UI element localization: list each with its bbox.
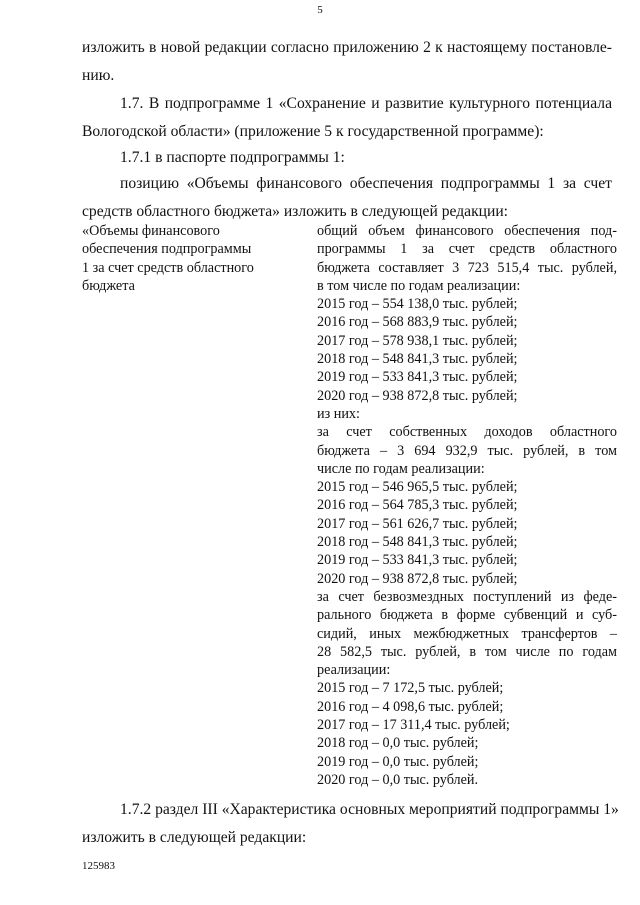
text-line: позицию «Объемы финансового обеспечения подпрограммы 1 за счет bbox=[120, 175, 612, 192]
right-cell-line: 2016 год – 564 785,3 тыс. рублей; bbox=[317, 497, 518, 514]
right-cell-line: 2019 год – 533 841,3 тыс. рублей; bbox=[317, 552, 518, 569]
right-cell-line: сидий, иных межбюджетных трансфертов – bbox=[317, 625, 617, 642]
left-cell-line: обеспечения подпрограммы bbox=[82, 241, 252, 258]
table-left-cell bbox=[82, 222, 292, 295]
text-line: 1.7.1 в паспорте подпрограммы 1: bbox=[120, 149, 345, 166]
right-cell-line: числе по годам реализации: bbox=[317, 460, 485, 477]
right-cell-line: общий объем финансового обеспечения под- bbox=[317, 223, 617, 239]
right-cell-line: рального бюджета в форме субвенций и суб- bbox=[317, 607, 617, 624]
right-cell-line: 2020 год – 0,0 тыс. рублей. bbox=[317, 771, 479, 788]
right-cell-line: за счет собственных доходов областного bbox=[317, 424, 617, 441]
left-cell-line: 1 за счет средств областного bbox=[82, 259, 254, 276]
right-cell-line: за счет безвозмездных поступлений из феде- bbox=[317, 588, 617, 605]
right-cell-line: бюджета составляет 3 723 515,4 тыс. рублей, bbox=[317, 259, 617, 276]
right-cell-line: бюджета – 3 694 932,9 тыс. рублей, в том bbox=[317, 442, 617, 459]
paragraph-subprogram-1-7 bbox=[82, 90, 612, 146]
text-line: нию. bbox=[82, 67, 115, 84]
right-cell-line: 2016 год – 4 098,6 тыс. рублей; bbox=[317, 698, 504, 715]
right-cell-line: 2018 год – 548 841,3 тыс. рублей; bbox=[317, 534, 518, 551]
document-code: 125983 bbox=[82, 860, 115, 872]
paragraph-continuation bbox=[82, 34, 612, 90]
right-cell-line: программы 1 за счет средств областного bbox=[317, 241, 617, 258]
text-line: 1.7.2 раздел III «Характеристика основных мероприятий подпрограммы 1» bbox=[120, 801, 619, 818]
paragraph-1-7-1 bbox=[82, 144, 612, 172]
paragraph-1-7-2 bbox=[82, 796, 619, 852]
text-line: Вологодской области» (приложение 5 к государственной программе): bbox=[82, 123, 544, 140]
right-cell-line: 2015 год – 7 172,5 тыс. рублей; bbox=[317, 680, 504, 697]
right-cell-line: из них: bbox=[317, 405, 360, 422]
left-cell-line: «Объемы финансового bbox=[82, 223, 220, 239]
text-line: средств областного бюджета» изложить в следующей редакции: bbox=[82, 203, 509, 220]
right-cell-line: 2020 год – 938 872,8 тыс. рублей; bbox=[317, 387, 518, 404]
right-cell-line: реализации: bbox=[317, 662, 391, 679]
right-cell-line: 2020 год – 938 872,8 тыс. рублей; bbox=[317, 570, 518, 587]
right-cell-line: 2017 год – 578 938,1 тыс. рублей; bbox=[317, 332, 518, 349]
right-cell-line: 2018 год – 548 841,3 тыс. рублей; bbox=[317, 351, 518, 368]
text-line: изложить в следующей редакции: bbox=[82, 829, 307, 846]
table-right-cell bbox=[317, 222, 617, 789]
right-cell-line: 2018 год – 0,0 тыс. рублей; bbox=[317, 735, 479, 752]
left-cell-line: бюджета bbox=[82, 277, 135, 294]
right-cell-line: 2017 год – 561 626,7 тыс. рублей; bbox=[317, 515, 518, 532]
right-cell-line: 2016 год – 568 883,9 тыс. рублей; bbox=[317, 314, 518, 331]
right-cell-line: в том числе по годам реализации: bbox=[317, 277, 521, 294]
page-number: 5 bbox=[317, 4, 323, 16]
right-cell-line: 2019 год – 533 841,3 тыс. рублей; bbox=[317, 369, 518, 386]
right-cell-line: 2017 год – 17 311,4 тыс. рублей; bbox=[317, 717, 510, 734]
right-cell-line: 28 582,5 тыс. рублей, в том числе по годам bbox=[317, 643, 617, 660]
text-line: 1.7. В подпрограмме 1 «Сохранение и развитие культурного потенциала bbox=[120, 95, 612, 112]
paragraph-position bbox=[82, 170, 612, 226]
text-line: изложить в новой редакции согласно приложению 2 к настоящему постановле- bbox=[82, 39, 612, 56]
right-cell-line: 2015 год – 554 138,0 тыс. рублей; bbox=[317, 296, 518, 313]
right-cell-line: 2015 год – 546 965,5 тыс. рублей; bbox=[317, 479, 518, 496]
right-cell-line: 2019 год – 0,0 тыс. рублей; bbox=[317, 753, 479, 770]
